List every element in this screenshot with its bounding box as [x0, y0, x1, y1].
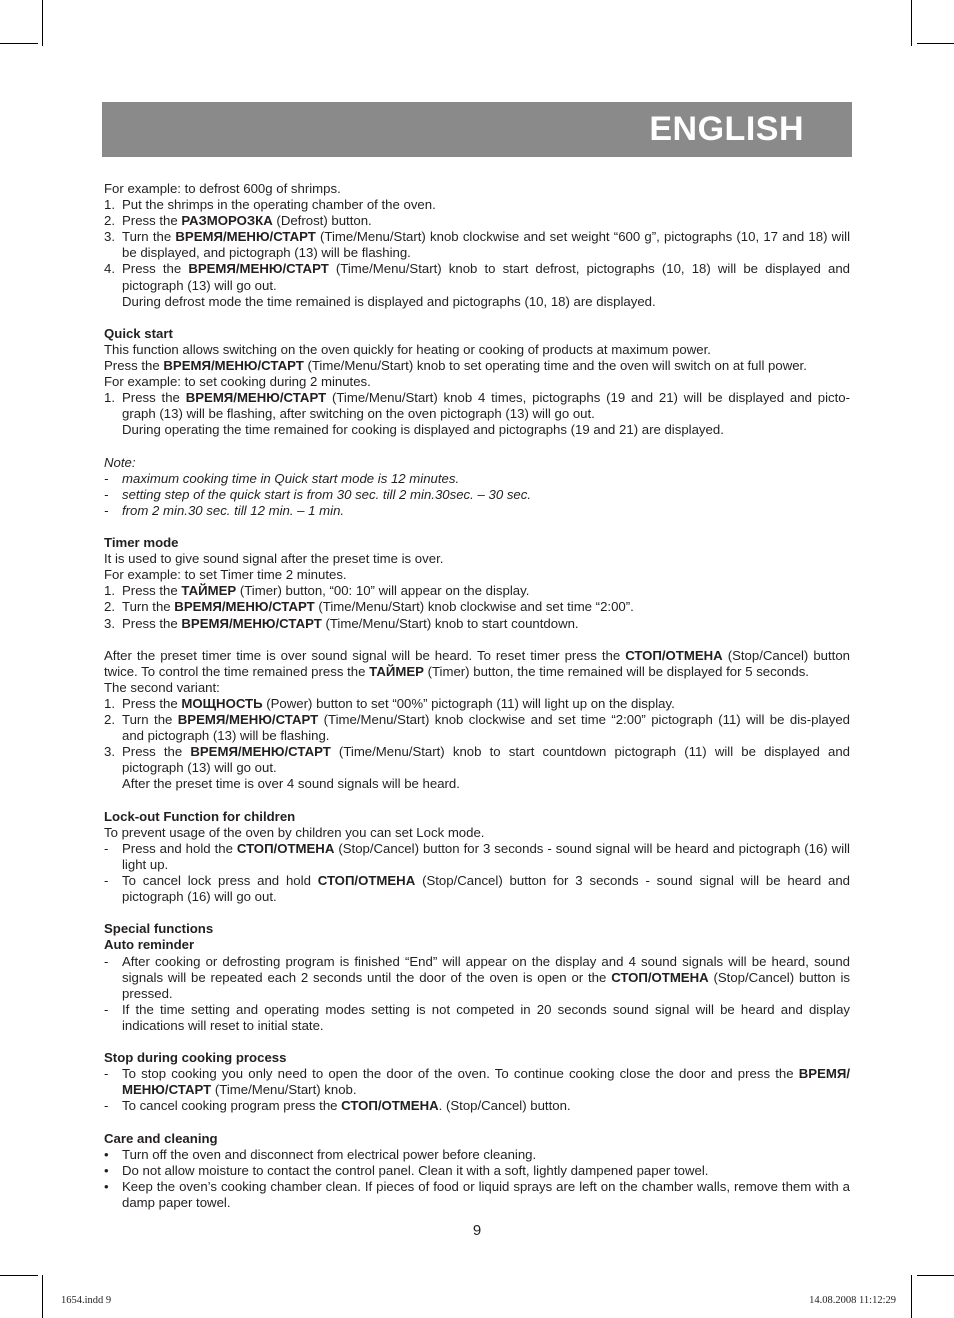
text-run: setting step of the quick start is from 30 sec. till 2 min.30sec. – 30 sec. [122, 486, 531, 502]
main-content [104, 181, 850, 1211]
bold-term: ВРЕМЯ/МЕНЮ/СТАРТ [181, 615, 322, 631]
list-item [104, 261, 850, 293]
list-item [104, 841, 850, 873]
list-marker: • [104, 1146, 109, 1162]
text-run: If the time setting and operating modes setting is not competed in 20 seconds sound signal will be heard and display indications will reset to initial state. [122, 1001, 850, 1033]
text-run: maximum cooking time in Quick start mode is 12 minutes. [122, 470, 460, 486]
text-run: To stop cooking you only need to open the door of the oven. To continue cooking close the door and press the [122, 1066, 799, 1082]
care-items [104, 1147, 850, 1211]
subheading-auto-reminder: Auto reminder [104, 937, 195, 953]
bold-term: ТАЙМЕР [369, 663, 424, 679]
text-run: (Time/Menu/Start) knob to start countdown pictograph (11) will be displayed and pictograph (13) will go out. [122, 744, 850, 776]
text-run: Keep the oven’s cooking chamber clean. If pieces of food or liquid sprays are left on the chamber walls, remove them with a damp paper towel. [122, 1178, 850, 1210]
text-run: (Stop/Cancel) button for 3 seconds - sound signal will be heard and pictograph (16) will go out. [122, 873, 851, 905]
text-run: (Stop/Cancel) button twice. To control the time remained press the [104, 647, 850, 679]
paragraph: After the preset time is over 4 sound signals will be heard. [122, 776, 460, 792]
defrost-steps [104, 197, 850, 294]
timer-steps-2 [104, 696, 850, 776]
text-run: Press the [122, 583, 182, 599]
language-banner [102, 102, 852, 157]
list-item [104, 213, 850, 229]
list-item [104, 954, 850, 1002]
section-heading-special: Special functions [104, 921, 214, 937]
list-marker: - [104, 1098, 109, 1114]
text-run: To cancel cooking program press the [122, 1098, 342, 1114]
list-marker: - [104, 840, 109, 856]
section-heading-timer: Timer mode [104, 535, 179, 551]
section-heading-care: Care and cleaning [104, 1130, 218, 1146]
list-marker: - [104, 873, 109, 889]
paragraph [104, 648, 850, 680]
text-run: (Time/Menu/Start) knob to set operating time and the oven will switch on at full power. [303, 358, 807, 374]
page-title: ENGLISH [649, 110, 804, 148]
bold-term: СТОП/ОТМЕНА [611, 969, 709, 985]
bold-term: СТОП/ОТМЕНА [625, 647, 723, 663]
text-run: (Time/Menu/Start) knob to start countdown. [321, 615, 579, 631]
text-run: (Time/Menu/Start) knob clockwise and set time “2:00” pictograph (11) will be dis-played and pictograph (13) will be flashing. [122, 712, 850, 744]
paragraph: During operating the time remained for cooking is displayed and pictographs (19 and 21) are displayed. [122, 422, 724, 438]
list-marker: - [104, 1066, 109, 1082]
list-marker: - [104, 486, 109, 502]
crop-mark [911, 1275, 912, 1318]
list-item [104, 1098, 850, 1114]
list-item [104, 1147, 850, 1163]
list-marker: - [104, 953, 109, 969]
list-marker: 1. [104, 197, 115, 213]
paragraph [104, 358, 850, 374]
list-item [104, 599, 850, 615]
text-run: (Power) button to set “00%” pictograph (11) will light up on the display. [262, 696, 675, 711]
note-label: Note: [104, 454, 136, 470]
list-marker: - [104, 1001, 109, 1017]
section-heading-stop: Stop during cooking process [104, 1050, 287, 1066]
bold-term: СТОП/ОТМЕНА [317, 873, 416, 889]
text-run: (Defrost) button. [272, 213, 372, 229]
text-run: (Time/Menu/Start) knob clockwise and set time “2:00”. [314, 599, 634, 615]
paragraph: The second variant: [104, 679, 220, 695]
list-item [104, 503, 850, 519]
crop-mark [917, 1275, 954, 1276]
list-marker: 4. [104, 261, 115, 277]
list-item [104, 744, 850, 776]
bold-term: ВРЕМЯ/МЕНЮ/СТАРТ [174, 599, 315, 615]
paragraph: For example: to set cooking during 2 minutes. [104, 374, 371, 390]
text-run: (Time/Menu/Start) knob 4 times, pictographs (19 and 21) will be displayed and picto-graph (13) will be flashing, after switching on the oven pictograph (13) will go out. [122, 390, 851, 422]
paragraph: It is used to give sound signal after the preset time is over. [104, 551, 444, 567]
text-run: Press the [122, 213, 182, 229]
bold-term: СТОП/ОТМЕНА [236, 840, 335, 856]
list-marker: 3. [104, 744, 115, 760]
list-marker: 2. [104, 213, 115, 229]
list-marker: • [104, 1178, 109, 1194]
stop-items [104, 1066, 850, 1114]
bold-term: ВРЕМЯ/МЕНЮ/СТАРТ [190, 744, 331, 760]
bold-term: ВРЕМЯ/МЕНЮ/СТАРТ [175, 229, 316, 245]
bold-term: МОЩНОСТЬ [181, 696, 263, 711]
text-run: (Time/Menu/Start) knob clockwise and set weight “600 g”, pictographs (10, 17 and 18) will be displayed, and pictograph (13) will be flashing. [122, 229, 850, 261]
text-run: Turn the [122, 599, 175, 615]
list-item [104, 390, 850, 422]
section-heading-lock: Lock-out Function for children [104, 808, 296, 824]
paragraph: To prevent usage of the oven by children you can set Lock mode. [104, 824, 485, 840]
bold-term: ТАЙМЕР [181, 583, 237, 599]
list-item [104, 616, 850, 632]
footer-timestamp: 14.08.2008 11:12:29 [809, 1295, 896, 1306]
list-marker: 1. [104, 583, 115, 599]
crop-mark [42, 0, 43, 46]
list-marker: 3. [104, 229, 115, 245]
note-items [104, 471, 850, 519]
list-item [104, 696, 850, 712]
page-number: 9 [472, 1222, 482, 1239]
text-run: (Time/Menu/Start) knob to start defrost, pictographs (10, 18) will be displayed and pictograph (13) will go out. [122, 261, 850, 293]
special-items [104, 954, 850, 1034]
crop-mark [0, 1275, 38, 1276]
text-run: Press the [104, 358, 164, 374]
list-marker: - [104, 470, 109, 486]
lock-items [104, 841, 850, 905]
text-run: Press the [122, 615, 182, 631]
text-run: After cooking or defrosting program is finished “End” will appear on the display and 4 sound signals will be heard, sound signals will be repeated each 2 seconds until the door of the oven is open or the [122, 953, 850, 985]
crop-mark [42, 1275, 43, 1318]
text-run: (Timer) button, the time remained will be displayed for 5 seconds. [423, 663, 809, 679]
text-run: After the preset timer time is over sound signal will be heard. To reset timer press the [104, 647, 626, 663]
list-marker: 3. [104, 615, 115, 631]
list-item [104, 583, 850, 599]
note-block [104, 455, 850, 519]
list-item [104, 487, 850, 503]
text-run: Press and hold the [122, 840, 237, 856]
bold-term: ВРЕМЯ/МЕНЮ/СТАРТ [188, 261, 329, 277]
text-run: Turn the [122, 712, 178, 728]
text-run: Press the [122, 696, 182, 711]
footer-filename: 1654.indd 9 [61, 1295, 112, 1306]
list-marker: - [104, 502, 109, 518]
quick-steps [104, 390, 850, 422]
list-marker: 2. [104, 599, 115, 615]
list-item [104, 197, 850, 213]
section-heading-quick-start: Quick start [104, 325, 173, 341]
list-item [104, 229, 850, 261]
list-item [104, 1163, 850, 1179]
text-run: Put the shrimps in the operating chamber of the oven. [122, 197, 436, 213]
crop-mark [0, 43, 38, 44]
list-item [104, 1179, 850, 1211]
text-run: Do not allow moisture to contact the control panel. Clean it with a soft, lightly dampened paper towel. [122, 1162, 709, 1178]
list-marker: 1. [104, 696, 115, 711]
text-run: (Stop/Cancel) button is pressed. [122, 969, 850, 1001]
text-run: . (Stop/Cancel) button. [438, 1098, 571, 1114]
list-item [104, 1066, 850, 1098]
text-run: Turn off the oven and disconnect from electrical power before cleaning. [122, 1146, 537, 1162]
crop-mark [917, 43, 954, 44]
text-run: from 2 min.30 sec. till 12 min. – 1 min. [122, 502, 345, 518]
bold-term: ВРЕМЯ/МЕНЮ/СТАРТ [163, 358, 304, 374]
intro-text: For example: to defrost 600g of shrimps. [104, 181, 341, 196]
list-item [104, 1002, 850, 1034]
list-item [104, 873, 850, 905]
paragraph: For example: to set Timer time 2 minutes. [104, 567, 347, 583]
crop-mark [911, 0, 912, 46]
bold-term: СТОП/ОТМЕНА [341, 1098, 439, 1114]
text-run: (Timer) button, “00: 10” will appear on the display. [236, 583, 530, 599]
defrost-note: During defrost mode the time remained is displayed and pictographs (10, 18) are displayed. [122, 293, 656, 309]
text-run: Turn the [122, 229, 176, 245]
bold-term: ВРЕМЯ/ МЕНЮ/СТАРТ [122, 1066, 850, 1098]
text-run: (Stop/Cancel) button for 3 seconds - sound signal will be heard and pictograph (16) will light up. [122, 840, 850, 872]
bold-term: ВРЕМЯ/МЕНЮ/СТАРТ [177, 712, 319, 728]
list-item [104, 712, 850, 744]
list-item [104, 471, 850, 487]
text-run: Press the [122, 744, 191, 760]
list-marker: • [104, 1162, 109, 1178]
bold-term: РАЗМОРОЗКА [181, 213, 273, 229]
bold-term: ВРЕМЯ/МЕНЮ/СТАРТ [185, 390, 327, 406]
list-marker: 2. [104, 712, 115, 728]
paragraph: This function allows switching on the oven quickly for heating or cooking of products at maximum power. [104, 341, 711, 357]
text-run: (Time/Menu/Start) knob. [211, 1082, 357, 1098]
text-run: Press the [122, 261, 189, 277]
list-marker: 1. [104, 390, 115, 406]
timer-steps [104, 583, 850, 631]
text-run: Press the [122, 390, 186, 406]
text-run: To cancel lock press and hold [122, 873, 318, 889]
